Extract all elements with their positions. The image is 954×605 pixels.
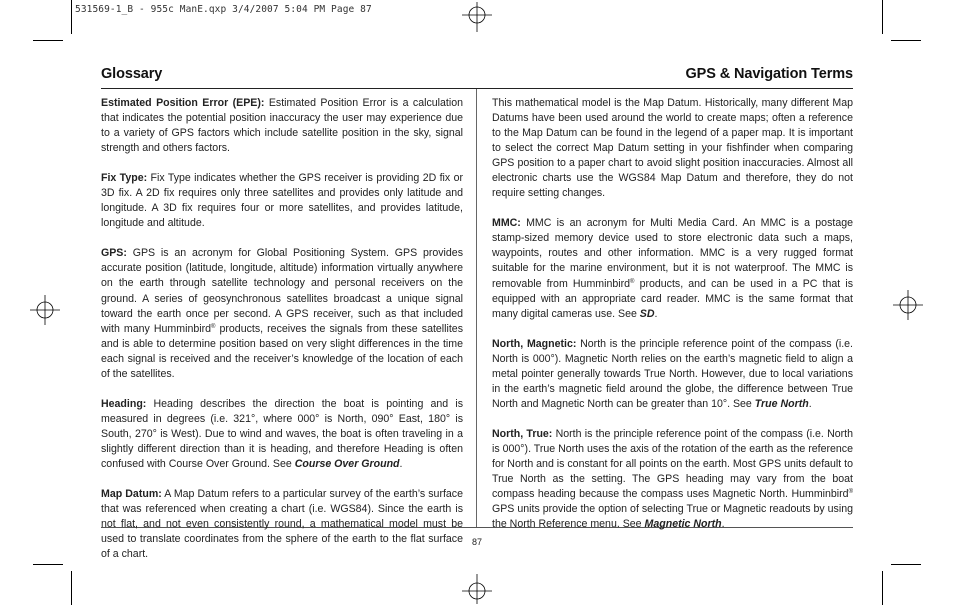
definition-text: A Map Datum refers to a particular survey of the earth’s surface that was referenced when creating a chart (i.e. WGS84). Since the earth is not flat, and not even consistently round, a mathematical model must be used to translate coordinates from the sphere of the earth to the flat surface of a chart. [101,488,463,561]
entry-fix-type [101,171,463,231]
term-label: Fix Type: [101,172,148,185]
right-column [492,96,853,547]
crop-mark-bottom-left-h [33,564,63,565]
definition-text: . [721,518,725,531]
cross-reference-link[interactable]: Magnetic North [644,518,722,531]
left-column [101,96,463,577]
cross-reference-link[interactable]: True North [754,397,809,410]
crop-mark-top-right-h [891,40,921,41]
term-label: MMC: [492,217,521,230]
crop-mark-bottom-left-v [71,571,72,605]
cross-reference-link[interactable]: Course Over Ground [294,457,400,470]
definition-text: products, receives the signals from these satellites and is able to determine position based on very slight differences in the time each signal is received and the receiver’s knowledge of the location of each of the satellites. [101,322,463,380]
registered-mark: ® [848,489,853,496]
definition-text: . [399,457,403,470]
definition-text: North is the principle reference point of the compass (i.e. North is 000°). Magnetic North relies on the earth’s magnetic field to align a metal pointer generally towards True North. However, due to local variations in the earth’s magnetic field around the globe, the difference between True North and Magnetic North can be greater than 10°. See [492,337,853,410]
registered-mark: ® [211,323,216,330]
entry-heading [101,397,463,472]
chapter-title: GPS & Navigation Terms [685,66,853,82]
definition-text: MMC is an acronym for Multi Media Card. An MMC is a postage stamp-sized memory device used to store electronic data such a maps, waypoints, routes and other information. MMC is a very rugged format suitable for the marine environment, but it is not waterproof. The MMC is removable from Humminbird [492,217,853,290]
page-header [101,66,853,86]
definition-text: Fix Type indicates whether the GPS receiver is providing 2D fix or 3D fix. A 2D fix requires only three satellites and provides only latitude and longitude. A 3D fix requires four or more satellites, and provides latitude, longitude and altitude. [101,172,463,230]
definition-text: North is the principle reference point of the compass (i.e. North is 000°). True North uses the axis of the rotation of the earth as the reference for North and is constant for all points on the earth. Most GPS units default to True North as the setting. The GPS heading may vary from the boat compass heading because the compass uses Magnetic North. Humminbird [492,427,854,501]
definition-text: products, and can be used in a PC that is equipped with an appropriate card reader. MMC is the same format that many digital cameras use. See [492,277,853,320]
registration-mark-bottom-icon [462,574,492,604]
print-slug: 531569-1_B - 955c ManE.qxp 3/4/2007 5:04 PM Page 87 [75,4,372,15]
definition-text: GPS is an acronym for Global Positioning System. GPS provides accurate position (latitude, longitude, altitude) information virtually anywhere on the earth through satellite technology and personal receivers on the ground. A series of geosynchronous satellites broadcast a unique signal toward the earth once per second. A GPS receiver, such as that included with many Humminbird [101,247,463,335]
section-title: Glossary [101,66,163,82]
entry-mmc [492,216,853,321]
definition-text: . [808,397,812,410]
term-label: Heading: [101,397,147,410]
crop-mark-bottom-right-h [891,564,921,565]
term-label: Estimated Position Error (EPE): [101,97,265,109]
cross-reference-link[interactable]: SD [639,307,655,320]
definition-text: GPS units provide the option of selecting True or Magnetic readouts by using the North Reference menu. See [492,503,853,531]
column-divider [476,89,477,527]
registration-mark-top-icon [462,2,492,32]
registration-mark-right-icon [893,290,923,320]
crop-mark-top-left-v [71,0,72,34]
definition-text: Heading describes the direction the boat is pointing and is measured in degrees (i.e. 321°, where 000° is North, 090° East, 180° is South, 270° is West). Due to wind and waves, the boat is often traveling in a slightly different direction than it is heading, and therefore Heading is often confused with Course Over Ground. See [101,397,463,470]
entry-gps [101,246,463,381]
header-rule [101,88,853,89]
entry-map-datum [101,487,463,562]
crop-mark-top-right-v [882,0,883,34]
registration-mark-left-icon [30,295,60,325]
entry-epe [101,96,463,156]
term-label: North, Magnetic: [492,337,577,350]
term-label: Map Datum: [101,488,162,501]
page-number: 87 [471,537,482,547]
definition-text: . [654,307,658,320]
entry-north-magnetic [492,337,853,412]
term-label: GPS: [101,247,127,260]
entry-north-true [492,427,853,532]
registered-mark: ® [630,278,635,285]
term-label: North, True: [492,427,553,440]
crop-mark-top-left-h [33,40,63,41]
crop-mark-bottom-right-v [882,571,883,605]
entry-map-datum-continued: This mathematical model is the Map Datum. Historically, many different Map Datums have been used around the world to create maps; often a reference to the Map Datum can be found in the legend of a paper map. It is important to select the correct Map Datum setting in your fishfinder when comparing GPS position to a paper chart to avoid slight position inaccuracies. Almost all electronic charts use the WGS84 Map Datum and therefore, they do not require setting changes. [492,97,853,200]
definition-text: Estimated Position Error is a calculation that indicates the potential position inaccuracy the user may experience due to a variety of GPS factors which include satellite position in the sky, signal strength and others factors. [101,97,463,155]
